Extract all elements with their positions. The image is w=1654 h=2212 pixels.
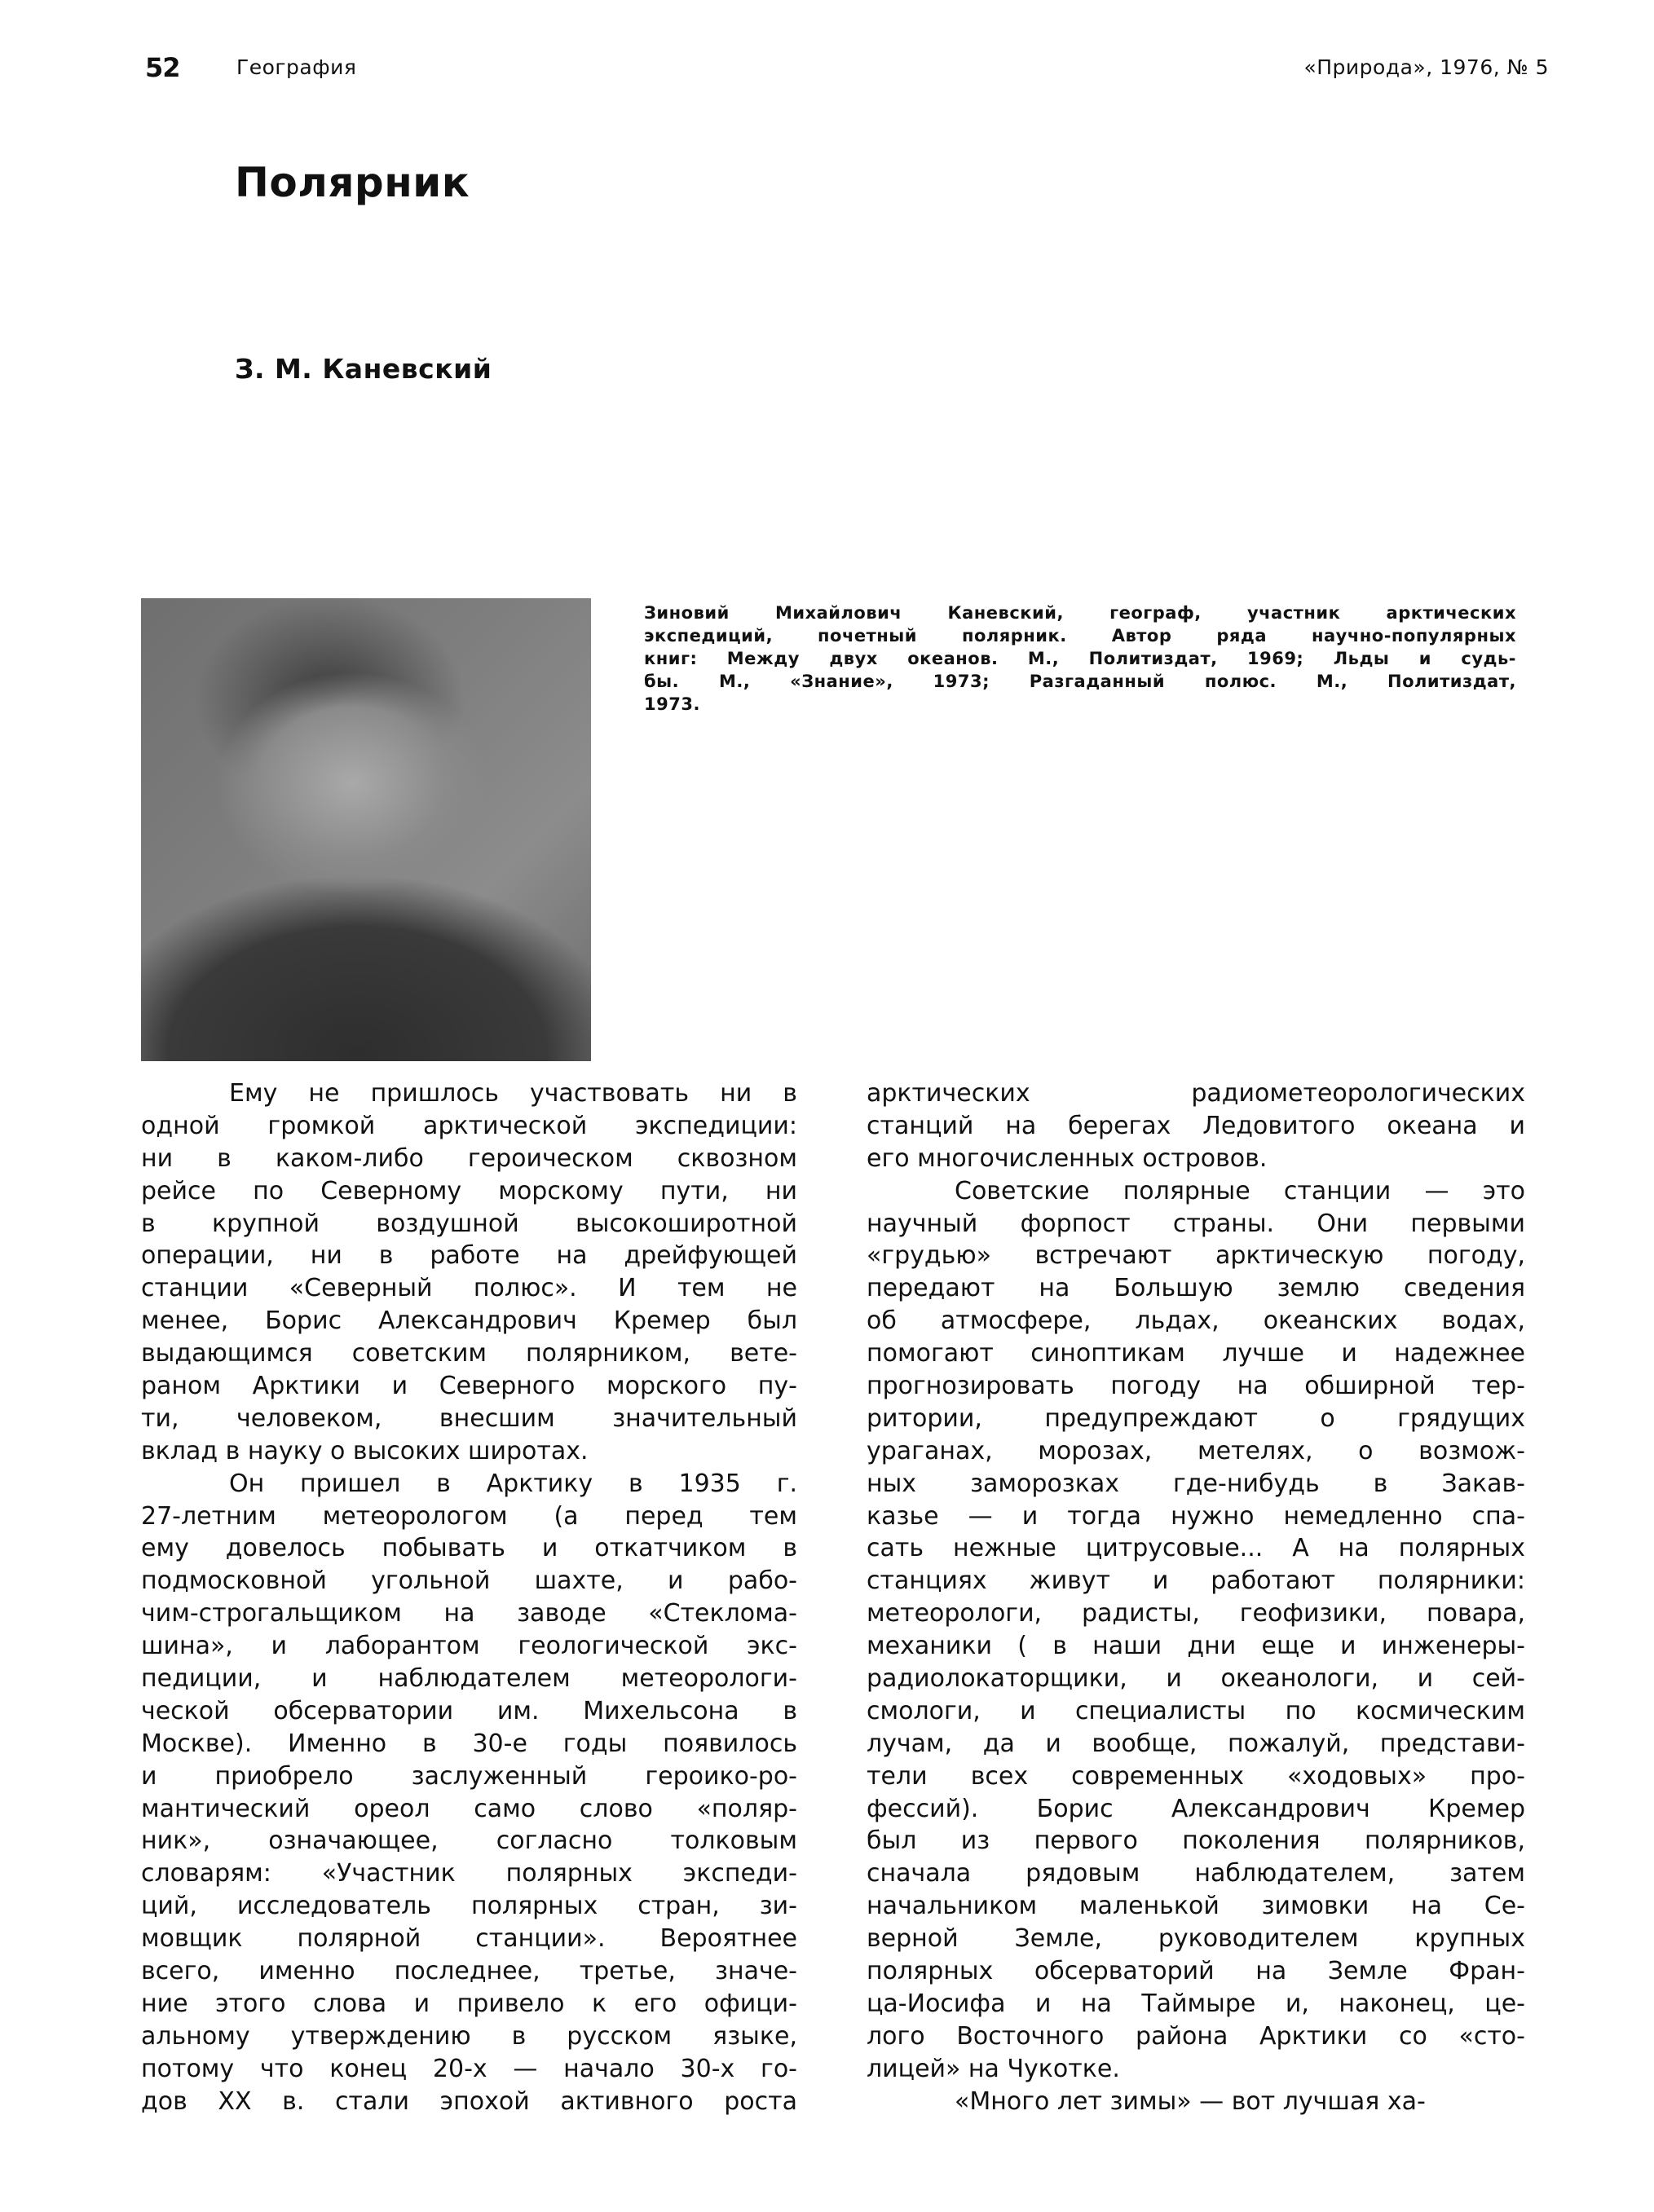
text-line: потому что конец 20-х — начало 30-х го- — [141, 2054, 797, 2083]
text-line: об атмосфере, льдах, океанских водах, — [867, 1306, 1525, 1336]
text-line: раном Арктики и Северного морского пу- — [141, 1372, 797, 1401]
text-line: словарям: «Участник полярных экспеди- — [141, 1859, 797, 1888]
text-line: фессий). Борис Александрович Кремер — [867, 1794, 1525, 1823]
text-line: станциях живут и работают полярники: — [867, 1566, 1525, 1596]
text-line: ураганах, морозах, метелях, о возмож- — [867, 1436, 1525, 1465]
caption-line: книг: Между двух океанов. М., Политиздат, 1969; Льды и судь- — [644, 649, 1516, 668]
text-line: прогнозировать погоду на обширной тер- — [867, 1372, 1525, 1401]
text-line: механики ( в наши дни еще и инженеры- — [867, 1632, 1525, 1661]
caption-line: 1973. — [644, 694, 700, 714]
text-line: ритории, предупреждают о грядущих — [867, 1403, 1525, 1433]
text-line: начальником маленькой зимовки на Се- — [867, 1892, 1525, 1921]
article-author: З. М. Каневский — [235, 353, 492, 385]
text-line: станций на берегах Ледовитого океана и — [867, 1111, 1525, 1140]
text-line: всего, именно последнее, третье, значе- — [141, 1957, 797, 1986]
text-line: метеорологи, радисты, геофизики, повара, — [867, 1599, 1525, 1628]
photo-caption — [644, 601, 1516, 716]
text-line: одной громкой арктической экспедиции: — [141, 1111, 797, 1140]
text-line: верной Земле, руководителем крупных — [867, 1924, 1525, 1954]
text-line: вклад в науку о высоких широтах. — [141, 1436, 589, 1465]
text-line: «грудью» встречают арктическую погоду, — [867, 1241, 1525, 1271]
text-line: ти, человеком, внесшим значительный — [141, 1403, 797, 1433]
text-line: чим-строгальщиком на заводе «Стеклома- — [141, 1599, 797, 1628]
text-line: тели всех современных «ходовых» про- — [867, 1761, 1525, 1791]
text-line: в крупной воздушной высокоширотной — [141, 1209, 797, 1238]
body-column-right — [867, 1077, 1525, 2118]
page-number: 52 — [145, 52, 180, 83]
text-line: альному утверждению в русском языке, — [141, 2021, 797, 2051]
journal-issue: «Природа», 1976, № 5 — [1303, 55, 1549, 79]
text-line: ца-Иосифа и на Таймыре и, наконец, це- — [867, 1989, 1525, 2018]
text-line: мовщик полярной станции». Вероятнее — [141, 1924, 797, 1954]
text-line: операции, ни в работе на дрейфующей — [141, 1241, 797, 1271]
text-line: мантический ореол само слово «поляр- — [141, 1794, 797, 1823]
text-line: сать нежные цитрусовые... А на полярных — [867, 1534, 1525, 1563]
text-line: рейсе по Северному морскому пути, ни — [141, 1176, 797, 1205]
text-line: научный форпост страны. Они первыми — [867, 1209, 1525, 1238]
text-line: казье — и тогда нужно немедленно спа- — [867, 1501, 1525, 1531]
text-line: Ему не пришлось участвовать ни в — [229, 1079, 797, 1108]
text-line: Москве). Именно в 30-е годы появилось — [141, 1729, 797, 1758]
text-line: полярных обсерваторий на Земле Фран- — [867, 1957, 1525, 1986]
text-line: его многочисленных островов. — [867, 1143, 1268, 1173]
text-line: радиолокаторщики, и океанологи, и сей- — [867, 1664, 1525, 1694]
text-line: ему довелось побывать и откатчиком в — [141, 1534, 797, 1563]
text-line: педиции, и наблюдателем метеорологи- — [141, 1664, 797, 1694]
text-line: лого Восточного района Арктики со «сто- — [867, 2021, 1525, 2051]
text-line: дов XX в. стали эпохой активного роста — [141, 2086, 797, 2116]
text-line: станции «Северный полюс». И тем не — [141, 1274, 797, 1303]
text-line: ций, исследователь полярных стран, зи- — [141, 1892, 797, 1921]
body-column-left — [141, 1077, 797, 2118]
text-line: Он пришел в Арктику в 1935 г. — [229, 1469, 797, 1498]
text-line: ческой обсерватории им. Михельсона в — [141, 1696, 797, 1725]
text-line: и приобрело заслуженный героико-ро- — [141, 1761, 797, 1791]
text-line: ние этого слова и привело к его офици- — [141, 1989, 797, 2018]
text-line: 27-летним метеорологом (а перед тем — [141, 1501, 797, 1531]
text-line: подмосковной угольной шахте, и рабо- — [141, 1566, 797, 1596]
text-line: лицей» на Чукотке. — [867, 2054, 1120, 2083]
section-label: География — [236, 55, 357, 79]
text-line: менее, Борис Александрович Кремер был — [141, 1306, 797, 1336]
caption-line: Зиновий Михайлович Каневский, географ, участник арктических — [644, 603, 1516, 623]
text-line: шина», и лаборантом геологической экс- — [141, 1632, 797, 1661]
text-line: лучам, да и вообще, пожалуй, представи- — [867, 1729, 1525, 1758]
author-portrait-photo — [141, 598, 591, 1061]
caption-line: экспедиций, почетный полярник. Автор ряда научно-популярных — [644, 626, 1516, 646]
text-line: помогают синоптикам лучше и надежнее — [867, 1339, 1525, 1368]
text-line: выдающимся советским полярником, вете- — [141, 1339, 797, 1368]
text-line: ни в каком-либо героическом сквозном — [141, 1143, 797, 1173]
text-line: смологи, и специалисты по космическим — [867, 1696, 1525, 1725]
text-line: ник», означающее, согласно толковым — [141, 1826, 797, 1856]
text-line: сначала рядовым наблюдателем, затем — [867, 1859, 1525, 1888]
text-line: передают на Большую землю сведения — [867, 1274, 1525, 1303]
article-title: Полярник — [235, 159, 470, 206]
text-line: «Много лет зимы» — вот лучшая ха- — [955, 2086, 1426, 2116]
text-line: Советские полярные станции — это — [955, 1176, 1525, 1205]
text-line: ных заморозках где-нибудь в Закав- — [867, 1469, 1525, 1498]
text-line: был из первого поколения полярников, — [867, 1826, 1525, 1856]
caption-line: бы. М., «Знание», 1973; Разгаданный полюс. М., Политиздат, — [644, 672, 1516, 691]
text-line: арктических радиометеорологических — [867, 1079, 1525, 1108]
